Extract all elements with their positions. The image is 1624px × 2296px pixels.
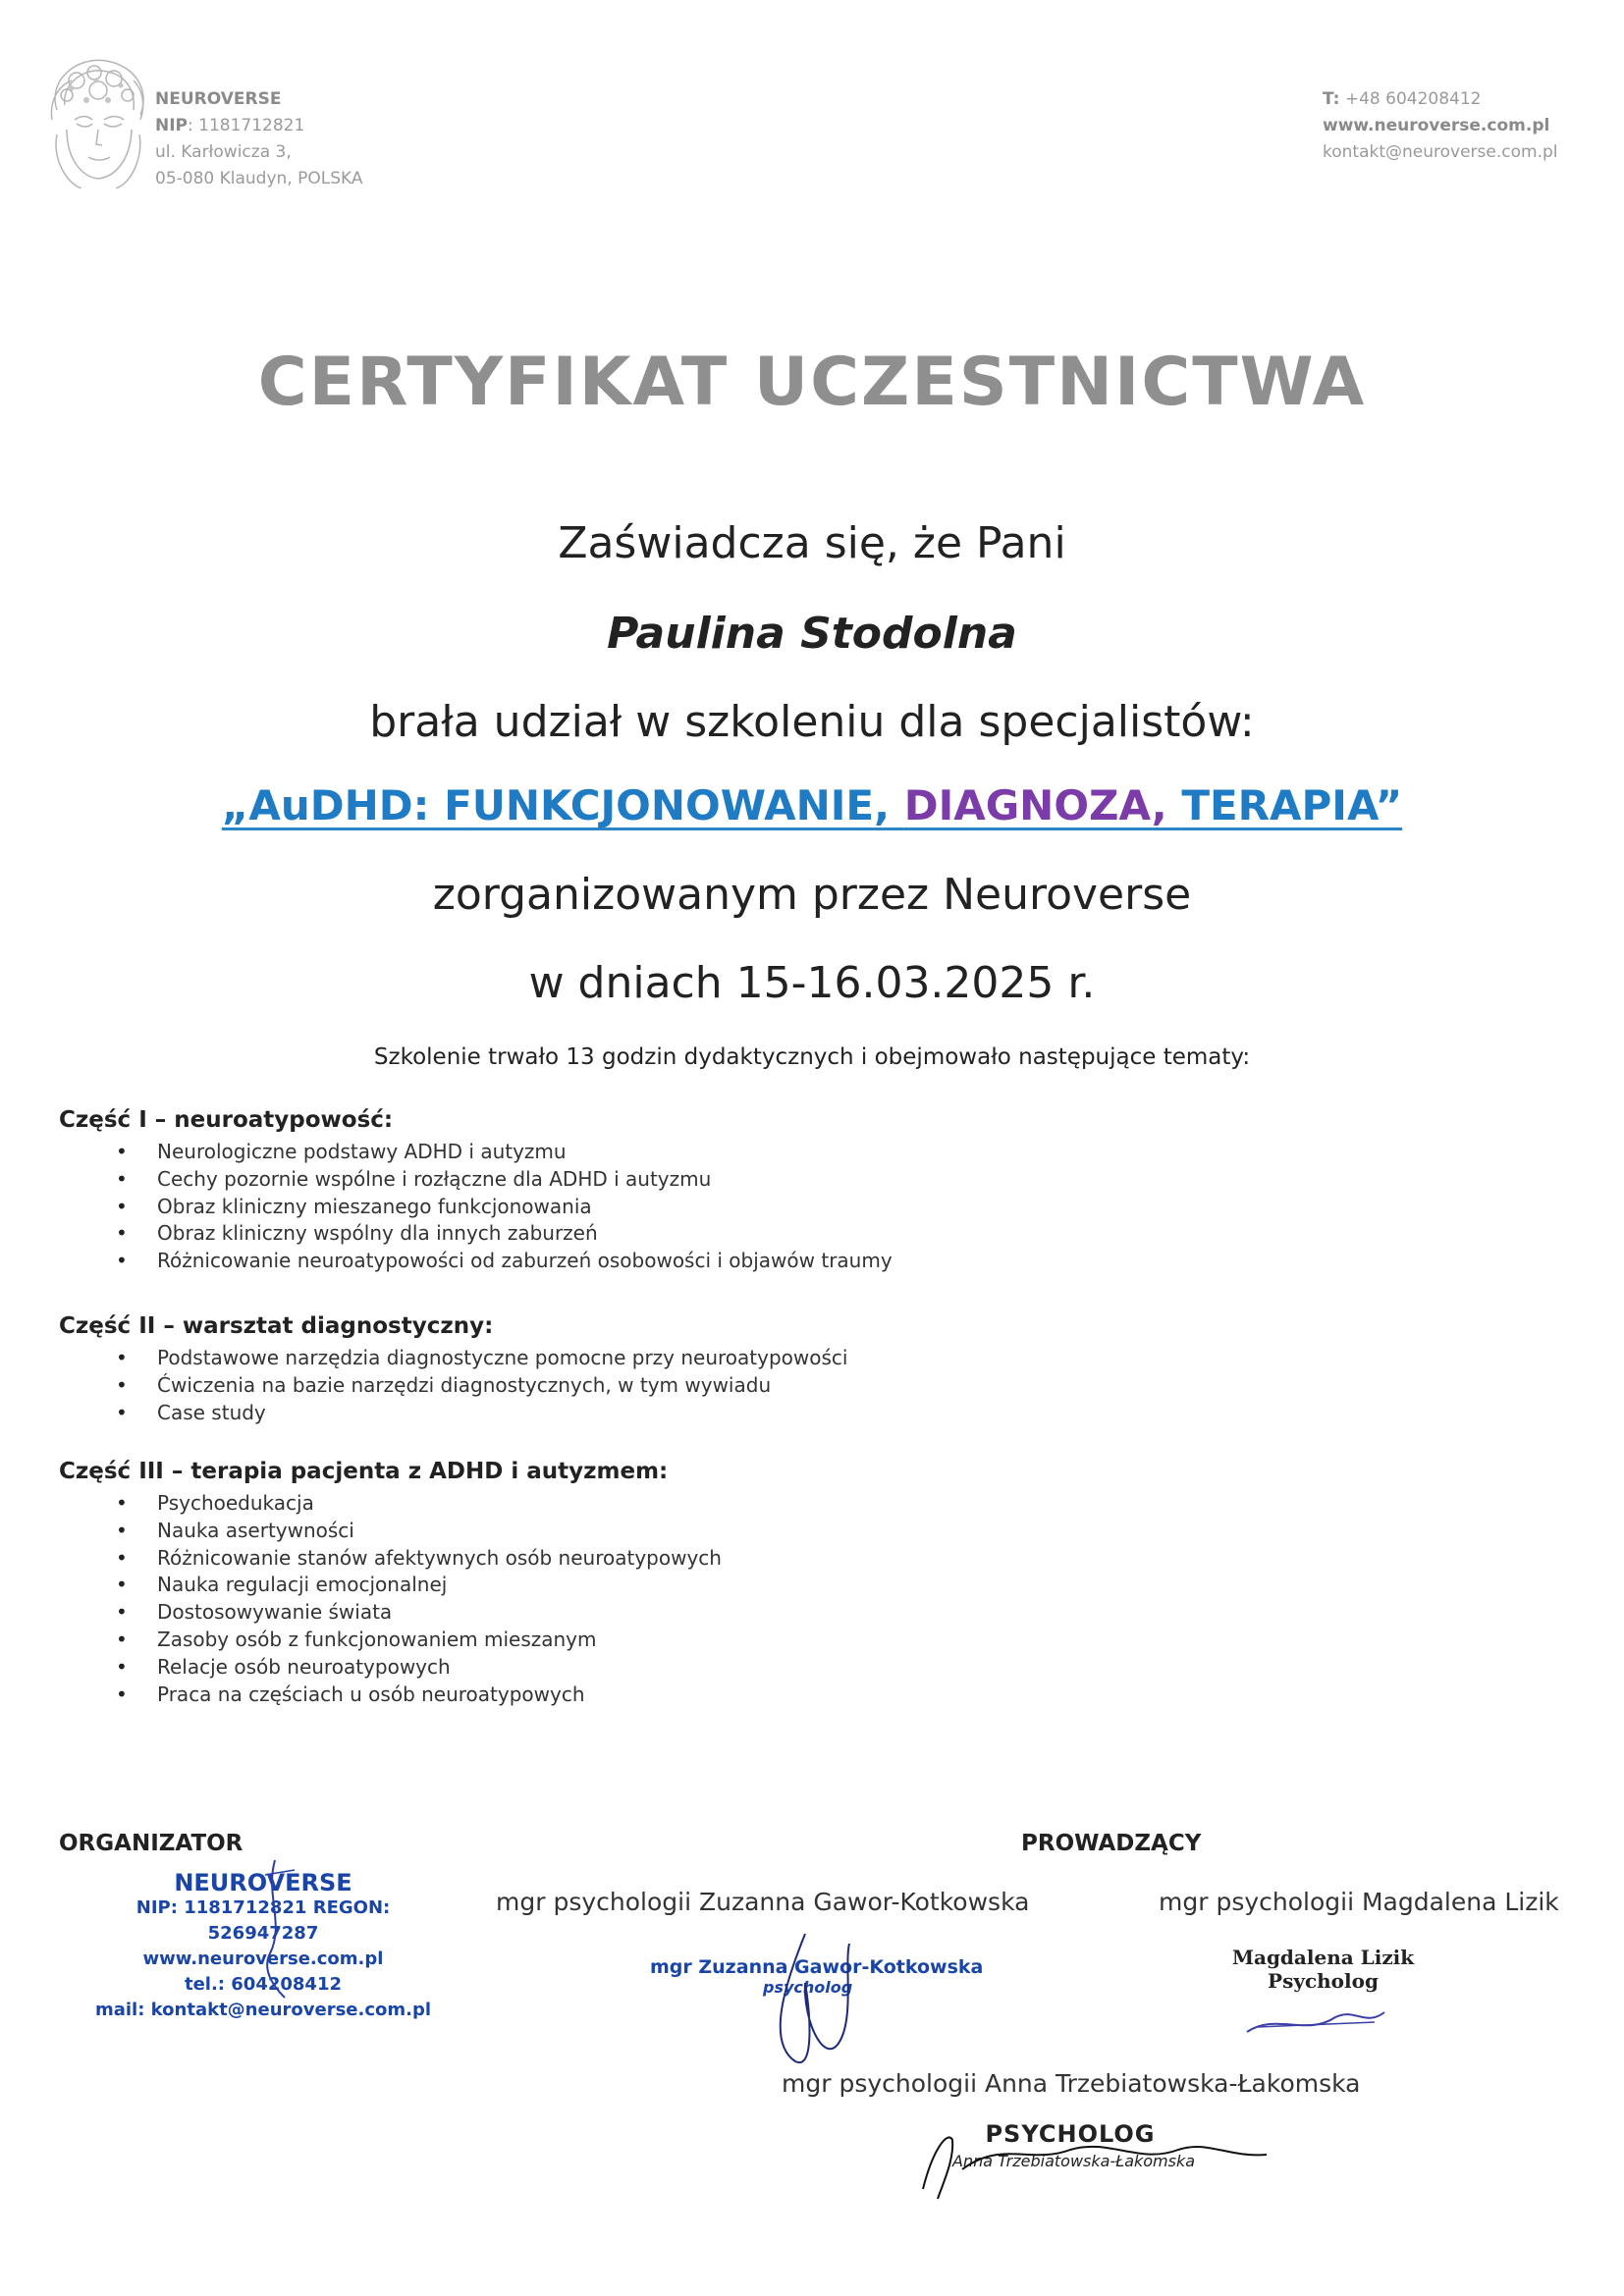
lecturer3-name: mgr psychologii Anna Trzebiatowska-Łakomska (782, 2069, 1361, 2098)
stamp3-line1: PSYCHOLOG (985, 2120, 1156, 2148)
certificate-title: CERTYFIKAT UCZESTNICTWA (257, 344, 1367, 421)
list-item: • Nauka regulacji emocjonalnej (157, 1572, 722, 1599)
stamp2-line2: Psycholog (1268, 1969, 1379, 1993)
lecturer2-name: mgr psychologii Magdalena Lizik (1159, 1888, 1559, 1916)
section-heading-2: Część II – warsztat diagnostyczny: (59, 1313, 494, 1339)
list-item: • Psychoedukacja (157, 1490, 722, 1518)
email: kontakt@neuroverse.com.pl (1323, 142, 1558, 162)
section-list-3 (59, 1490, 722, 1708)
org-stamp-line3: www.neuroverse.com.pl (142, 1949, 384, 1969)
stamp2-line1: Magdalena Lizik (1231, 1946, 1415, 1969)
list-item: • Nauka asertywności (157, 1518, 722, 1545)
lecturer1-name: mgr psychologii Zuzanna Gawor-Kotkowska (496, 1888, 1030, 1916)
section-list-2 (59, 1345, 847, 1426)
nip-line (155, 113, 363, 139)
website: www.neuroverse.com.pl (1323, 116, 1550, 135)
lecturer2-signature (1237, 1993, 1404, 2042)
course-title-part2: DIAGNOZA, (903, 781, 1182, 829)
phone-value: +48 604208412 (1339, 89, 1482, 109)
list-item: • Obraz kliniczny mieszanego funkcjonowania (157, 1194, 893, 1221)
org-stamp-line4: tel.: 604208412 (184, 1974, 342, 1995)
organizer-line: zorganizowanym przez Neuroverse (432, 870, 1192, 920)
list-item: • Relacje osób neuroatypowych (157, 1654, 722, 1682)
org-stamp-line1: NEUROVERSE (174, 1869, 352, 1896)
nip-label: NIP (155, 116, 189, 135)
participation-line: brała udział w szkoleniu dla specjalistów: (369, 697, 1255, 747)
list-item: • Dostosowywanie świata (157, 1599, 722, 1627)
list-item: • Zasoby osób z funkcjonowaniem mieszanym (157, 1627, 722, 1654)
course-title-part1: „AuDHD: FUNKCJONOWANIE, (221, 781, 904, 829)
contact-info (1323, 86, 1558, 166)
address-line2: 05-080 Klaudyn, POLSKA (155, 169, 363, 188)
list-item: • Podstawowe narzędzia diagnostyczne pomocne przy neuroatypowości (157, 1345, 847, 1372)
list-item: • Praca na częściach u osób neuroatypowych (157, 1682, 722, 1709)
section-heading-1: Część I – neuroatypowość: (59, 1107, 394, 1133)
participant-name: Paulina Stodolna (607, 609, 1017, 659)
duration-line: Szkolenie trwało 13 godzin dydaktycznych i obejmowało następujące tematy: (373, 1044, 1251, 1070)
organizer-label: ORGANIZATOR (59, 1831, 244, 1856)
section-heading-3: Część III – terapia pacjenta z ADHD i autyzmem: (59, 1459, 669, 1484)
list-item: • Różnicowanie neuroatypowości od zaburzeń osobowości i objawów traumy (157, 1248, 893, 1275)
lecturer3-signature (893, 2110, 1286, 2209)
company-info (155, 86, 363, 192)
list-item: • Cechy pozornie wspólne i rozłączne dla ADHD i autyzmu (157, 1166, 893, 1194)
org-stamp-line2: NIP: 1181712821 REGON: 526947287 (135, 1897, 391, 1944)
org-stamp-line5: mail: kontakt@neuroverse.com.pl (94, 2000, 432, 2020)
nip-value: : 1181712821 (188, 116, 305, 135)
course-title (0, 781, 1624, 829)
phone-label: T: (1323, 89, 1340, 109)
stamp3-line2: Anna Trzebiatowska-Łakomska (952, 2152, 1196, 2170)
neuroverse-logo (37, 51, 155, 188)
course-title-part3: TERAPIA” (1181, 781, 1403, 829)
phone-line (1323, 86, 1558, 113)
stamp1-line1: mgr Zuzanna Gawor-Kotkowska (650, 1956, 984, 1978)
address-line1: ul. Karłowicza 3, (155, 142, 292, 162)
organizer-signature (226, 1855, 324, 2002)
list-item: • Ćwiczenia na bazie narzędzi diagnostycznych, w tym wywiadu (157, 1372, 847, 1400)
list-item: • Obraz kliniczny wspólny dla innych zaburzeń (157, 1220, 893, 1248)
list-item: • Case study (157, 1400, 847, 1427)
stamp1-line2: psycholog (763, 1978, 853, 1997)
list-item: • Neurologiczne podstawy ADHD i autyzmu (157, 1139, 893, 1166)
company-name: NEUROVERSE (155, 89, 282, 109)
lecturer1-signature (746, 1924, 884, 2071)
section-list-1 (59, 1139, 893, 1275)
lecturers-label: PROWADZĄCY (1021, 1831, 1202, 1856)
dates-line: w dniach 15-16.03.2025 r. (528, 958, 1096, 1008)
certify-line: Zaświadcza się, że Pani (558, 518, 1066, 568)
list-item: • Różnicowanie stanów afektywnych osób neuroatypowych (157, 1545, 722, 1573)
